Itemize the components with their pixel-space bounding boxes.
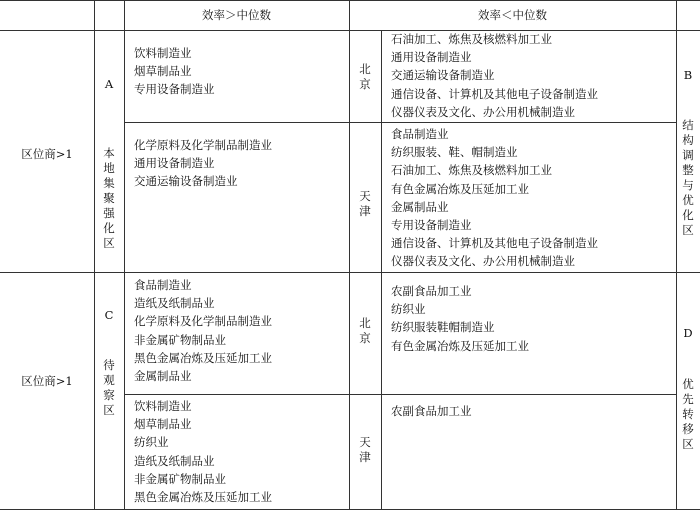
rule-top-mid [124, 122, 676, 123]
list-item: 有色金属冶炼及压延加工业 [391, 181, 529, 196]
list-item: 专用设备制造业 [391, 217, 472, 232]
city-label-tianjin-bottom: 天津 [359, 435, 371, 464]
rule-v2 [124, 0, 125, 510]
list-item: 纺织业 [391, 302, 426, 317]
list-item: 专用设备制造业 [134, 82, 215, 97]
zone-label-structural-adjustment: 结构调整与优化区 [682, 118, 694, 237]
list-item: 仪器仪表及文化、办公用机械制造业 [391, 104, 575, 119]
rule-v4 [381, 30, 382, 510]
rule-section [0, 272, 700, 273]
list-item: 非金属矿物制品业 [134, 332, 226, 347]
rule-bottom-mid [124, 394, 676, 395]
list-item: 石油加工、炼焦及核燃料加工业 [391, 32, 552, 46]
list-item: 造纸及纸制品业 [134, 453, 215, 468]
list-item: 烟草制品业 [134, 64, 192, 79]
list-item: 交通运输设备制造业 [134, 174, 238, 189]
city-label-tianjin-top: 天津 [359, 189, 371, 218]
list-item: 烟草制品业 [134, 417, 192, 432]
zone-letter-b: B [683, 68, 693, 82]
list-item: 通信设备、计算机及其他电子设备制造业 [391, 86, 598, 101]
list-item: 农副食品加工业 [391, 284, 472, 298]
row-label-top: 区位商>1 [21, 147, 73, 161]
zone-letter-a: A [104, 77, 114, 91]
list-top-tianjin-high [134, 136, 272, 191]
rule-top [0, 0, 700, 1]
list-top-beijing-low [391, 30, 598, 121]
list-top-tianjin-low [391, 125, 598, 271]
list-item: 造纸及纸制品业 [134, 296, 215, 311]
list-item: 有色金属冶炼及压延加工业 [391, 338, 529, 353]
header-efficiency-below-median: 效率＜中位数 [478, 8, 547, 22]
list-item: 金属制品业 [391, 199, 449, 214]
list-item: 化学原料及化学制品制造业 [134, 314, 272, 329]
list-item: 纺织服装鞋帽制造业 [391, 320, 495, 335]
list-item: 黑色金属冶炼及压延加工业 [134, 350, 272, 365]
zone-letter-c: C [104, 308, 114, 322]
list-item: 通用设备制造业 [391, 50, 472, 65]
list-item: 纺织服装、鞋、帽制造业 [391, 145, 518, 160]
zone-label-local-agglomeration: 本地集聚强化区 [103, 146, 115, 250]
zone-label-observation: 待观察区 [103, 358, 115, 417]
city-label-beijing-bottom: 北京 [359, 316, 371, 345]
list-bottom-beijing-low [391, 282, 529, 355]
list-item: 食品制造业 [134, 278, 192, 292]
list-item: 非金属矿物制品业 [134, 471, 226, 486]
list-bottom-beijing-high [134, 276, 272, 385]
zone-letter-d: D [683, 326, 693, 340]
list-item: 黑色金属冶炼及压延加工业 [134, 489, 272, 504]
list-item: 金属制品业 [134, 368, 192, 383]
row-label-bottom: 区位商>1 [21, 374, 73, 388]
list-item: 通用设备制造业 [134, 156, 215, 171]
rule-bottom [0, 509, 700, 510]
list-item: 化学原料及化学制品制造业 [134, 138, 272, 152]
list-item: 交通运输设备制造业 [391, 68, 495, 83]
rule-v3 [349, 0, 350, 510]
list-item: 农副食品加工业 [391, 404, 472, 418]
header-efficiency-above-median: 效率＞中位数 [202, 8, 271, 22]
list-item: 仪器仪表及文化、办公用机械制造业 [391, 254, 575, 269]
zone-label-priority-transfer: 优先转移区 [682, 377, 694, 451]
list-item: 纺织业 [134, 435, 169, 450]
list-item: 石油加工、炼焦及核燃料加工业 [391, 163, 552, 178]
list-top-beijing-high [134, 44, 215, 99]
list-item: 饮料制造业 [134, 46, 192, 60]
list-bottom-tianjin-high [134, 397, 272, 506]
list-bottom-tianjin-low [391, 402, 472, 420]
list-item: 食品制造业 [391, 127, 449, 141]
city-label-beijing-top: 北京 [359, 62, 371, 91]
list-item: 饮料制造业 [134, 399, 192, 413]
list-item: 通信设备、计算机及其他电子设备制造业 [391, 236, 598, 251]
